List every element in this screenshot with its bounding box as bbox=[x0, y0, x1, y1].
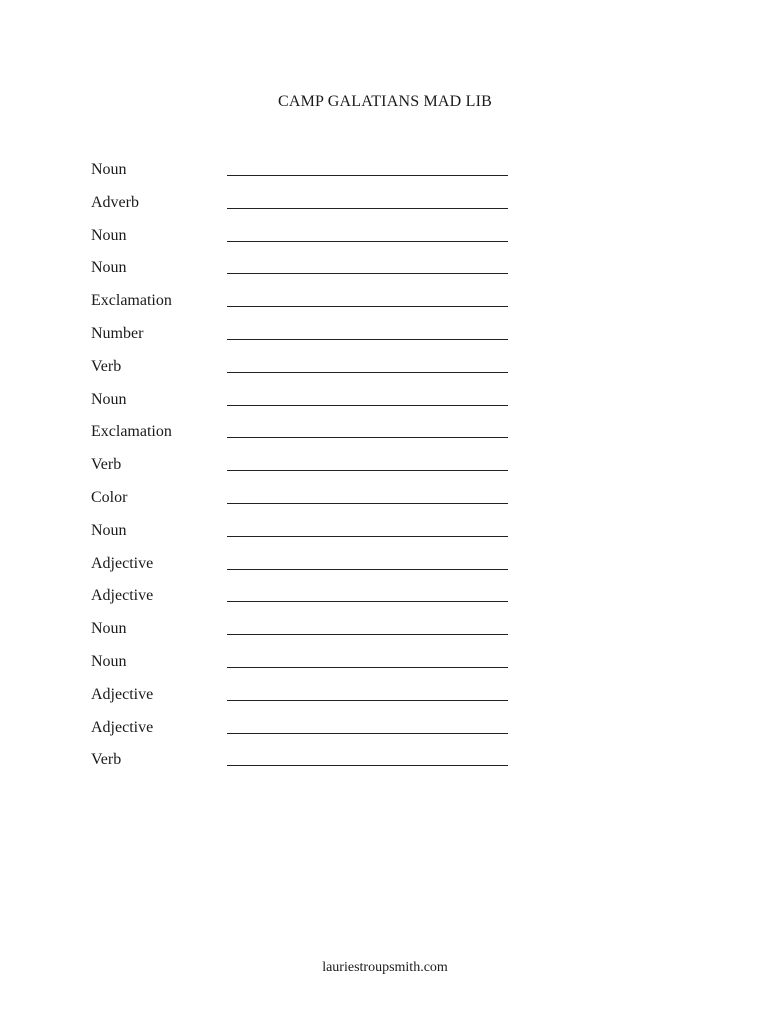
footer-website: lauriestroupsmith.com bbox=[322, 960, 448, 975]
entry-label: Color bbox=[91, 488, 128, 506]
entry-list bbox=[91, 157, 511, 780]
entry-row bbox=[91, 223, 511, 256]
entry-label: Adjective bbox=[91, 554, 154, 572]
blank-line bbox=[227, 241, 508, 242]
entry-label: Adverb bbox=[91, 193, 139, 211]
entry-label: Verb bbox=[91, 357, 122, 375]
entry-label: Exclamation bbox=[91, 292, 172, 310]
blank-line bbox=[227, 372, 508, 373]
blank-line bbox=[227, 437, 508, 438]
entry-row bbox=[91, 157, 511, 190]
blank-line bbox=[227, 733, 508, 734]
entry-label: Adjective bbox=[91, 685, 154, 703]
blank-line bbox=[227, 306, 508, 307]
blank-line bbox=[227, 667, 508, 668]
entry-label: Noun bbox=[91, 652, 127, 670]
entry-label: Noun bbox=[91, 620, 127, 638]
blank-line bbox=[227, 503, 508, 504]
entry-label: Verb bbox=[91, 751, 122, 769]
blank-line bbox=[227, 339, 508, 340]
entry-row bbox=[91, 485, 511, 518]
entry-row bbox=[91, 616, 511, 649]
entry-row bbox=[91, 255, 511, 288]
entry-row bbox=[91, 354, 511, 387]
blank-line bbox=[227, 634, 508, 635]
entry-label: Noun bbox=[91, 390, 127, 408]
entry-label: Adjective bbox=[91, 718, 154, 736]
blank-line bbox=[227, 601, 508, 602]
page-title: CAMP GALATIANS MAD LIB bbox=[277, 93, 493, 110]
entry-label: Exclamation bbox=[91, 423, 172, 441]
entry-row bbox=[91, 190, 511, 223]
entry-row bbox=[91, 452, 511, 485]
entry-label: Noun bbox=[91, 521, 127, 539]
blank-line bbox=[227, 273, 508, 274]
entry-label: Verb bbox=[91, 456, 122, 474]
blank-line bbox=[227, 175, 508, 176]
entry-row bbox=[91, 747, 511, 780]
entry-row bbox=[91, 387, 511, 420]
blank-line bbox=[227, 765, 508, 766]
entry-row bbox=[91, 551, 511, 584]
entry-row bbox=[91, 321, 511, 354]
blank-line bbox=[227, 405, 508, 406]
entry-label: Number bbox=[91, 324, 144, 342]
entry-row bbox=[91, 288, 511, 321]
blank-line bbox=[227, 208, 508, 209]
entry-row bbox=[91, 715, 511, 748]
blank-line bbox=[227, 569, 508, 570]
entry-label: Noun bbox=[91, 161, 127, 178]
blank-line bbox=[227, 700, 508, 701]
blank-line bbox=[227, 536, 508, 537]
entry-row bbox=[91, 583, 511, 616]
entry-row bbox=[91, 649, 511, 682]
entry-row bbox=[91, 682, 511, 715]
entry-label: Noun bbox=[91, 259, 127, 277]
entry-row bbox=[91, 419, 511, 452]
entry-label: Noun bbox=[91, 226, 127, 244]
entry-label: Adjective bbox=[91, 587, 154, 605]
entry-row bbox=[91, 518, 511, 551]
blank-line bbox=[227, 470, 508, 471]
